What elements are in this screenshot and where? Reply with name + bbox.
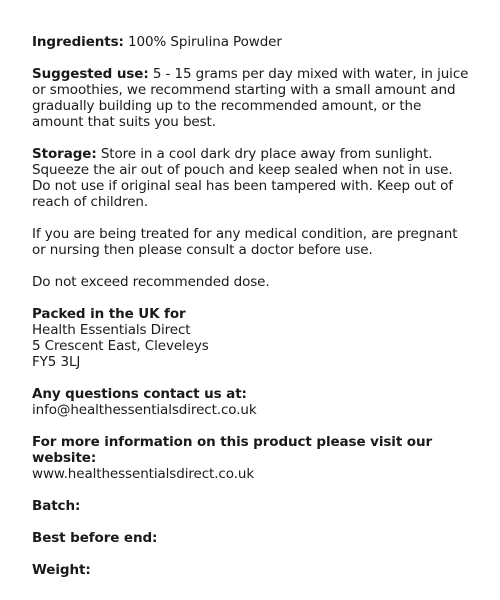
contact-label: Any questions contact us at: <box>32 386 247 402</box>
storage-text: Store in a cool dark dry place away from sunlight. Squeeze the air out of pouch and keep sealed when not in use. Do not use if original seal has been tampered with. Keep out of reach of children. <box>32 146 453 210</box>
website-section <box>32 434 472 482</box>
storage-section <box>32 146 472 210</box>
website-label: For more information on this product please visit our website: <box>32 434 433 466</box>
best-before-field: Best before end: <box>32 530 158 546</box>
address-street: 5 Crescent East, Cleveleys <box>32 338 209 354</box>
packed-for-section <box>32 306 472 370</box>
contact-section <box>32 386 472 418</box>
website-url: www.healthessentialsdirect.co.uk <box>32 466 255 482</box>
address-postcode: FY5 3LJ <box>32 354 81 370</box>
dose-warning: Do not exceed recommended dose. <box>32 274 270 290</box>
storage-label: Storage: <box>32 146 97 162</box>
medical-warning: If you are being treated for any medical condition, are pregnant or nursing then please consult a doctor before use. <box>32 226 458 258</box>
contact-email: info@healthessentialsdirect.co.uk <box>32 402 257 418</box>
ingredients-text: 100% Spirulina Powder <box>123 34 282 50</box>
suggested-use-text: 5 - 15 grams per day mixed with water, in juice or smoothies, we recommend starting with a small amount and gradually building up to the recommended amount, or the amount that suits you best. <box>32 66 469 130</box>
suggested-use-label: Suggested use: <box>32 66 149 82</box>
ingredients-label: Ingredients: <box>32 34 124 50</box>
packed-for-label: Packed in the UK for <box>32 306 186 322</box>
suggested-use-section <box>32 66 472 130</box>
company-name: Health Essentials Direct <box>32 322 191 338</box>
ingredients-section <box>32 34 472 50</box>
product-label-text <box>32 34 472 578</box>
batch-field: Batch: <box>32 498 81 514</box>
weight-field: Weight: <box>32 562 91 578</box>
